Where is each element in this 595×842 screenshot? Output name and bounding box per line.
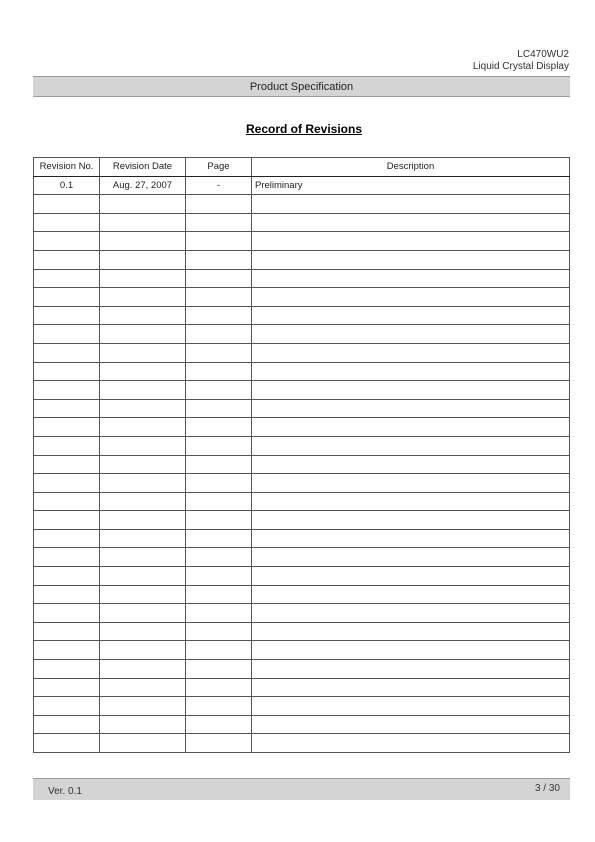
empty-cell <box>100 604 186 623</box>
empty-cell <box>252 492 570 511</box>
column-header-description: Description <box>252 158 570 177</box>
empty-cell <box>252 474 570 493</box>
empty-cell <box>34 381 100 400</box>
empty-cell <box>100 436 186 455</box>
empty-cell <box>252 399 570 418</box>
table-row-empty <box>34 660 570 679</box>
cell-revision-no: 0.1 <box>34 176 100 195</box>
table-row-empty <box>34 195 570 214</box>
empty-cell <box>34 567 100 586</box>
empty-cell <box>100 660 186 679</box>
empty-cell <box>100 622 186 641</box>
table-row-empty <box>34 455 570 474</box>
empty-cell <box>186 715 252 734</box>
empty-cell <box>252 641 570 660</box>
empty-cell <box>252 306 570 325</box>
empty-cell <box>186 381 252 400</box>
table-row-empty <box>34 213 570 232</box>
empty-cell <box>252 343 570 362</box>
table-row-empty <box>34 306 570 325</box>
empty-cell <box>100 343 186 362</box>
empty-cell <box>100 195 186 214</box>
empty-cell <box>34 585 100 604</box>
empty-cell <box>34 622 100 641</box>
empty-cell <box>34 213 100 232</box>
empty-cell <box>34 325 100 344</box>
empty-cell <box>186 269 252 288</box>
empty-cell <box>186 511 252 530</box>
empty-cell <box>252 269 570 288</box>
empty-cell <box>186 548 252 567</box>
empty-cell <box>34 455 100 474</box>
empty-cell <box>34 250 100 269</box>
empty-cell <box>252 734 570 753</box>
product-subtitle: Liquid Crystal Display <box>472 61 569 72</box>
empty-cell <box>252 567 570 586</box>
empty-cell <box>186 343 252 362</box>
empty-cell <box>186 660 252 679</box>
column-header-page: Page <box>186 158 252 177</box>
empty-cell <box>100 641 186 660</box>
empty-cell <box>34 604 100 623</box>
empty-cell <box>252 232 570 251</box>
table-row-empty <box>34 492 570 511</box>
empty-cell <box>100 567 186 586</box>
table-row-empty <box>34 622 570 641</box>
footer-version: Ver. 0.1 <box>48 786 82 797</box>
empty-cell <box>100 678 186 697</box>
empty-cell <box>100 269 186 288</box>
empty-cell <box>186 641 252 660</box>
table-row-empty <box>34 715 570 734</box>
empty-cell <box>100 381 186 400</box>
empty-cell <box>252 511 570 530</box>
empty-cell <box>34 343 100 362</box>
empty-cell <box>100 585 186 604</box>
empty-cell <box>34 548 100 567</box>
empty-cell <box>252 195 570 214</box>
cell-description: Preliminary <box>252 176 570 195</box>
empty-cell <box>186 325 252 344</box>
empty-cell <box>252 436 570 455</box>
empty-cell <box>252 585 570 604</box>
empty-cell <box>100 511 186 530</box>
empty-cell <box>186 492 252 511</box>
empty-cell <box>100 250 186 269</box>
empty-cell <box>252 678 570 697</box>
table-row-empty <box>34 381 570 400</box>
empty-cell <box>186 567 252 586</box>
table-row-empty <box>34 734 570 753</box>
empty-cell <box>252 250 570 269</box>
empty-cell <box>186 585 252 604</box>
empty-cell <box>100 213 186 232</box>
table-row <box>34 176 570 195</box>
table-row-empty <box>34 250 570 269</box>
empty-cell <box>34 269 100 288</box>
empty-cell <box>34 697 100 716</box>
empty-cell <box>100 232 186 251</box>
empty-cell <box>100 715 186 734</box>
empty-cell <box>34 492 100 511</box>
page-title: Record of Revisions <box>245 122 363 136</box>
empty-cell <box>186 306 252 325</box>
empty-cell <box>34 678 100 697</box>
empty-cell <box>252 548 570 567</box>
empty-cell <box>100 529 186 548</box>
empty-cell <box>186 529 252 548</box>
empty-cell <box>252 325 570 344</box>
empty-cell <box>34 641 100 660</box>
empty-cell <box>100 492 186 511</box>
empty-cell <box>186 436 252 455</box>
table-row-empty <box>34 232 570 251</box>
table-row-empty <box>34 288 570 307</box>
empty-cell <box>34 529 100 548</box>
empty-cell <box>100 306 186 325</box>
empty-cell <box>252 362 570 381</box>
empty-cell <box>100 455 186 474</box>
column-header-revision-no: Revision No. <box>34 158 100 177</box>
empty-cell <box>100 325 186 344</box>
empty-cell <box>186 474 252 493</box>
page-number: 3 / 30 <box>534 783 560 794</box>
empty-cell <box>252 604 570 623</box>
empty-cell <box>34 288 100 307</box>
empty-cell <box>34 306 100 325</box>
empty-cell <box>252 697 570 716</box>
revision-table <box>33 157 570 753</box>
empty-cell <box>186 604 252 623</box>
spec-header-bar <box>33 76 570 97</box>
table-row-empty <box>34 399 570 418</box>
empty-cell <box>100 548 186 567</box>
table-row-empty <box>34 529 570 548</box>
empty-cell <box>34 660 100 679</box>
column-header-revision-date: Revision Date <box>100 158 186 177</box>
empty-cell <box>34 436 100 455</box>
empty-cell <box>34 418 100 437</box>
table-row-empty <box>34 436 570 455</box>
empty-cell <box>186 622 252 641</box>
empty-cell <box>252 622 570 641</box>
table-row-empty <box>34 585 570 604</box>
footer-bar <box>33 778 570 800</box>
empty-cell <box>34 195 100 214</box>
empty-cell <box>186 455 252 474</box>
table-header-row <box>34 158 570 177</box>
empty-cell <box>100 362 186 381</box>
table-row-empty <box>34 697 570 716</box>
empty-cell <box>252 288 570 307</box>
empty-cell <box>186 734 252 753</box>
model-number: LC470WU2 <box>517 49 569 60</box>
empty-cell <box>186 678 252 697</box>
empty-cell <box>186 213 252 232</box>
empty-cell <box>100 399 186 418</box>
table-row-empty <box>34 325 570 344</box>
empty-cell <box>34 734 100 753</box>
empty-cell <box>34 715 100 734</box>
empty-cell <box>186 418 252 437</box>
empty-cell <box>34 362 100 381</box>
empty-cell <box>186 232 252 251</box>
empty-cell <box>252 418 570 437</box>
empty-cell <box>100 734 186 753</box>
table-row-empty <box>34 474 570 493</box>
empty-cell <box>186 250 252 269</box>
empty-cell <box>186 399 252 418</box>
empty-cell <box>34 232 100 251</box>
cell-revision-date: Aug. 27, 2007 <box>100 176 186 195</box>
empty-cell <box>34 399 100 418</box>
empty-cell <box>186 697 252 716</box>
table-row-empty <box>34 343 570 362</box>
empty-cell <box>252 660 570 679</box>
empty-cell <box>186 288 252 307</box>
empty-cell <box>252 381 570 400</box>
table-row-empty <box>34 604 570 623</box>
table-row-empty <box>34 418 570 437</box>
empty-cell <box>252 213 570 232</box>
empty-cell <box>100 288 186 307</box>
empty-cell <box>252 529 570 548</box>
spec-header-title: Product Specification <box>249 81 354 93</box>
empty-cell <box>252 715 570 734</box>
table-row-empty <box>34 678 570 697</box>
empty-cell <box>34 511 100 530</box>
empty-cell <box>252 455 570 474</box>
empty-cell <box>100 474 186 493</box>
empty-cell <box>100 697 186 716</box>
table-row-empty <box>34 567 570 586</box>
table-row-empty <box>34 269 570 288</box>
empty-cell <box>34 474 100 493</box>
table-row-empty <box>34 548 570 567</box>
empty-cell <box>186 362 252 381</box>
table-row-empty <box>34 511 570 530</box>
table-row-empty <box>34 641 570 660</box>
empty-cell <box>186 195 252 214</box>
table-row-empty <box>34 362 570 381</box>
cell-page: - <box>186 176 252 195</box>
empty-cell <box>100 418 186 437</box>
